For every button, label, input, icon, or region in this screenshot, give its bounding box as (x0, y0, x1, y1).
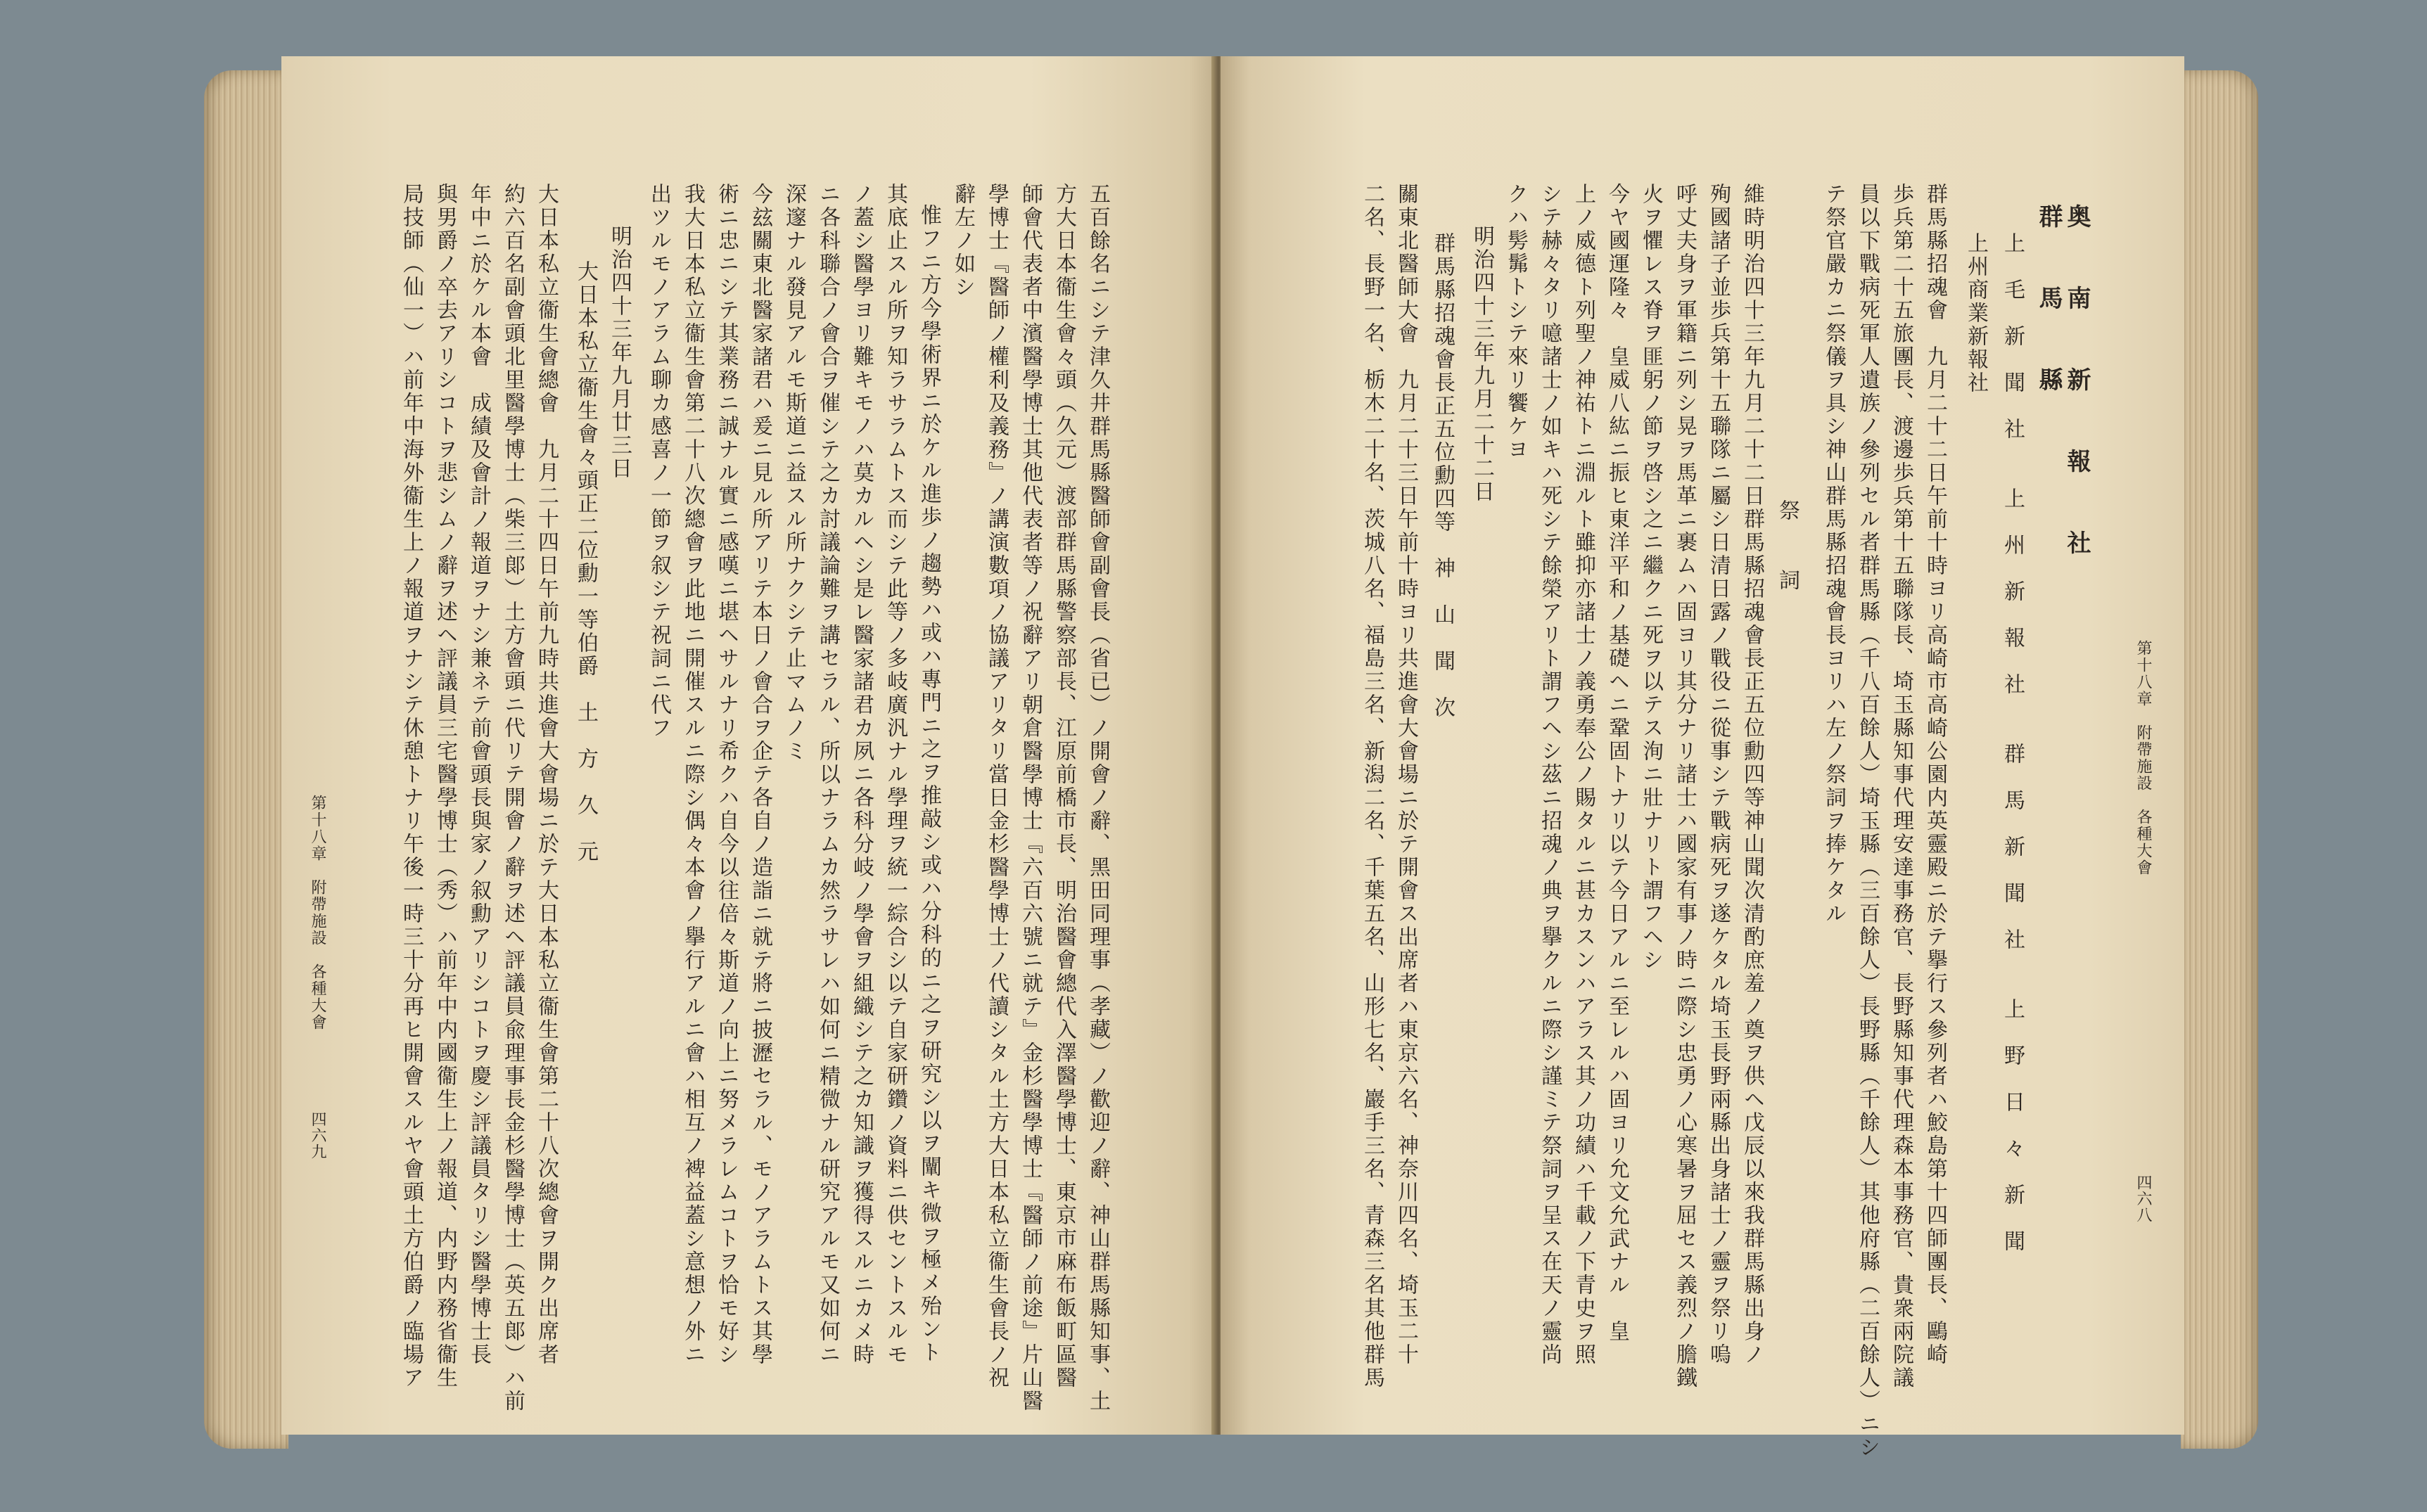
running-head: 第十八章 附帶施設 各種大會 (309, 795, 326, 1031)
text-column: ニ各科聯合ノ會合ヲ催シテ之カ討議論難ヲ講セラル、所以ナラムカ然ラサレハ如何ニ精微ナル研究アルモ又如何ニ (815, 183, 840, 1366)
page-edges-left (204, 70, 288, 1449)
left-page (281, 56, 1217, 1435)
text-column: 群馬縣招魂會 九月二十二日午前十時ヨリ高崎市高崎公園内英靈殿ニ於テ擧行ス參列者ハ鮫島第十四師團長、鷗崎 (1923, 183, 1947, 1366)
text-column: 呼丈夫身ヲ軍籍ニ列シ晃ヲ馬革ニ裹ムハ固ヨリ其分ナリ諸士ハ國家有事ノ時ニ際シ忠勇ノ心寒暑ヲ屈セス義烈ノ膽鐵 (1672, 183, 1697, 1390)
text-column: 群 馬 縣 (2034, 204, 2063, 408)
text-column: 學博士『醫師ノ權利及義務』ノ講演數項ノ協議アリタリ當日金杉醫學博士ノ代讀シタル土方大日本私立衞生會長ノ祝 (984, 183, 1009, 1390)
open-book (204, 49, 2258, 1463)
text-column: 員以下戰病死軍人遺族ノ參列セル者群馬縣（千八百餘人）埼玉縣（三百餘人）長野縣（千餘人）其他府縣（二百餘人）ニシ (1855, 183, 1880, 1459)
text-column: 局技師（仙一）ハ前年中海外衞生上ノ報道ヲナシテ休憩トナリ午後一時三十分再ヒ開會スルヤ會頭土方伯爵ノ臨場ア (399, 183, 423, 1390)
text-column: 大日本私立衞生會總會 九月二十四日午前九時共進會大會場ニ於テ大日本私立衞生會第二十八次總會ヲ開ク出席者 (534, 183, 559, 1366)
text-column: 上州商業新報社 (1963, 232, 1988, 395)
text-column: 關東北醫師大會 九月二十三日午前十時ヨリ共進會大會場ニ於テ開會ス出席者ハ東京六名、神奈川四名、埼玉二十 (1394, 183, 1418, 1366)
text-column: 今玆關東北醫家諸君ハ爰ニ見ル所アリテ本日ノ會合ヲ企テ各自ノ造詣ニ就テ將ニ披瀝セラル、モノアラムトス其學 (748, 183, 772, 1366)
text-column: 方大日本衞生會々頭（久元）渡部群馬縣警察部長、江原前橋市長、明治醫會總代入澤醫學博士、東京市麻布飯町區醫 (1052, 183, 1076, 1390)
text-column: 祭 詞 (1775, 499, 1799, 592)
page-edges-right (2181, 70, 2258, 1449)
running-head: 第十八章 附帶施設 各種大會 (2134, 640, 2152, 876)
text-column: 殉國諸子並歩兵第十五聯隊ニ屬シ日清日露ノ戰役ニ從事シテ戰病死ヲ遂ケタル埼玉長野兩縣出身諸士ノ靈ヲ祭リ嗚 (1706, 183, 1731, 1366)
text-column: 深邃ナル發見アルモ斯道ニ益スル所ナクシテ止マムノミ (782, 183, 806, 763)
text-column: 明治四十三年九月廿三日 (607, 225, 632, 480)
text-column: ノ蓋シ醫學ヨリ難キモノハ莫カルヘシ是レ醫家諸君カ夙ニ各科分岐ノ學會ヲ組織シテ之カ知識ヲ獲得スルニカメ時 (849, 183, 874, 1366)
text-column: 大日本私立衞生會々頭正二位勳一等伯爵 土 方 久 元 (573, 260, 598, 864)
text-column: 明治四十三年九月二十二日 (1470, 225, 1494, 504)
text-column: 約六百名副會頭北里醫學博士（柴三郞）土方會頭ニ代リテ開會ノ辭ヲ述ヘ評議員兪理事長金杉醫學博士（英五郞）ハ前 (500, 183, 525, 1413)
text-column: 年中ニ於ケル本會 成績及會計ノ報道ヲナシ兼ネテ前會頭長與家ノ叙勳アリシコトヲ慶シ評議員タリシ醫學博士長 (466, 183, 491, 1366)
text-column: 惟フニ方今學術界ニ於ケル進歩ノ趨勢ハ或ハ專門ニ之ヲ推敲シ或ハ分科的ニ之ヲ研究シ以ヲ闡キ微ヲ極メ殆ント (917, 204, 941, 1364)
text-column: 奥 南 新 報 社 (2063, 204, 2091, 571)
text-column: テ祭官嚴カニ祭儀ヲ具シ神山群馬縣招魂會長ヨリハ左ノ祭詞ヲ捧ケタル (1821, 183, 1846, 925)
text-column: 五百餘名ニシテ津久井群馬縣醫師會副會長（省已）ノ開會ノ辭、黑田同理事（孝藏）ノ歡迎ノ辭、神山群馬縣知事、土 (1085, 183, 1110, 1413)
text-column: クハ髣髴トシテ來リ饗ケヨ (1503, 183, 1528, 461)
text-column: シテ赫々タリ噫諸士ノ如キハ死シテ餘榮アリト謂フヘシ茲ニ招魂ノ典ヲ擧クルニ際シ謹ミテ祭詞ヲ呈ス在天ノ靈尚 (1537, 183, 1562, 1366)
text-column: 二名、長野一名、栃木二十名、茨城八名、福島三名、新潟二名、千葉五名、山形七名、巖手三名、青森三名其他群馬 (1360, 183, 1384, 1390)
text-column: 其底止スル所ヲ知ラサラムトス而シテ此等ノ多岐廣汎ナル學理ヲ統一綜合シ以テ自家研鑽ノ資料ニ供セントスルモ (883, 183, 907, 1366)
text-column: 今ヤ國運隆々 皇威八紘ニ振ヒ東洋平和ノ基礎ヘニ鞏固トナリ以テ今日アルニ至レルハ固ヨリ允文允武ナル 皇 (1605, 183, 1629, 1343)
text-column: 術ニ忠ニシテ其業務ニ誠ナル實ニ感嘆ニ堪ヘサルナリ希クハ自今以往倍々斯道ノ向上ニ努メラレムコトヲ恰モ好シ (714, 183, 739, 1366)
text-column: 與男爵ノ卒去アリシコトヲ悲シムノ辭ヲ述ヘ評議員三宅醫學博士（秀）ハ前年中内國衞生上ノ報道、内野内務省衞生 (433, 183, 457, 1390)
text-column: 歩兵第二十五旅團長、渡邊歩兵第十五聯隊長、埼玉縣知事代理安達事務官、長野縣知事代理森本事務官、貴衆兩院議 (1889, 183, 1913, 1390)
text-column: 辭左ノ如シ (950, 183, 975, 299)
text-column: 上ノ威德ト列聖ノ神祐トニ淵ルト雖抑亦諸士ノ義勇奉公ノ賜タルニ甚カスンハアラス其ノ功績ハ千載ノ下青史ヲ照 (1571, 183, 1595, 1366)
text-column: 我大日本私立衞生會第二十八次總會ヲ此地ニ開催スルニ際シ偶々本會ノ擧行アルニ會ハ相互ノ裨益蓋シ意想ノ外ニ (680, 183, 705, 1366)
text-column: 火ヲ懼レス脊ヲ匪躬ノ節ヲ啓シ之ニ繼クニ死ヲ以テス洵ニ壯ナリト謂フヘシ (1638, 183, 1663, 972)
text-column: 群馬縣招魂會長正五位勳四等 神 山 聞 次 (1430, 232, 1455, 719)
text-column: 上 毛 新 聞 社 上 州 新 報 社 群 馬 新 聞 社 上 野 日 々 新 聞 (2000, 232, 2025, 1253)
text-column: 師會代表者中濱醫學博士其他代表者等ノ祝辭アリ朝倉醫學博士『六百六號ニ就テ』金杉醫學博士『醫師ノ前途』片山醫 (1018, 183, 1043, 1413)
page-number: 四六八 (2134, 1174, 2152, 1223)
text-column: 出ツルモノアラム聊カ感喜ノ一節ヲ叙シテ祝詞ニ代フ (646, 183, 671, 740)
page-number: 四六九 (309, 1111, 326, 1160)
right-page (1221, 56, 2184, 1459)
text-column: 維時明治四十三年九月二十二日群馬縣招魂會長正五位勳四等神山聞次清酌庶羞ノ奠ヲ供ヘ戊辰以來我群馬縣出身ノ (1740, 183, 1764, 1366)
